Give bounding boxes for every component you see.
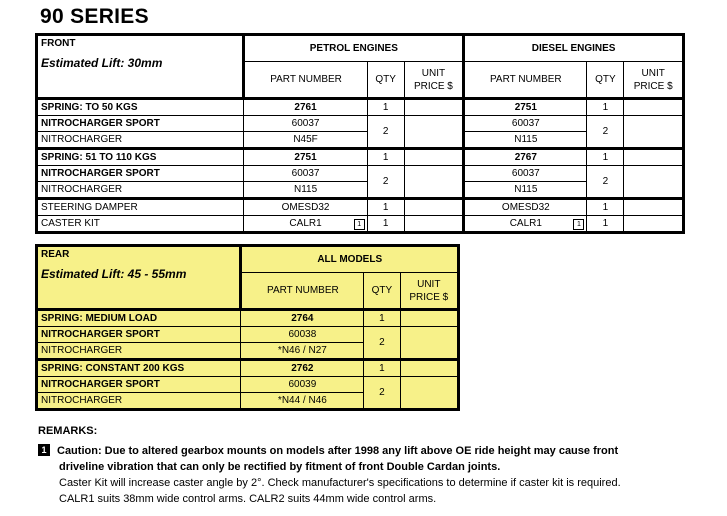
rear-qty: 2 (364, 327, 400, 360)
rear-qty: 1 (364, 310, 400, 327)
diesel-part-number-cell (464, 216, 587, 233)
petrol-part-number-header: PART NUMBER (244, 62, 367, 99)
petrol-unit-price (404, 216, 464, 233)
petrol-part-number: 60037 (244, 166, 367, 182)
petrol-qty: 1 (367, 199, 404, 216)
note-ref-badge: 1 (354, 219, 365, 230)
diesel-qty: 1 (587, 149, 624, 166)
all-models-header: ALL MODELS (241, 246, 459, 273)
caution-text-2: driveline vibration that can only be rectified by fitment of front Double Cardan joints. (59, 461, 501, 473)
petrol-engines-header: PETROL ENGINES (244, 35, 464, 62)
row-label: NITROCHARGER (37, 182, 244, 199)
petrol-part-number: OMESD32 (244, 199, 367, 216)
note-number-badge: 1 (38, 444, 50, 456)
table-row (37, 310, 459, 327)
petrol-qty: 1 (367, 149, 404, 166)
petrol-part-number: N45F (244, 132, 367, 149)
row-label: STEERING DAMPER (37, 199, 244, 216)
rear-unit-price (400, 360, 458, 377)
petrol-part-number-cell (244, 216, 367, 233)
table-row (37, 360, 459, 377)
rear-unit-price (400, 310, 458, 327)
petrol-qty: 2 (367, 166, 404, 199)
rear-part-number: 2762 (241, 360, 364, 377)
rear-qty: 1 (364, 360, 400, 377)
rear-part-number: 60039 (241, 377, 364, 393)
table-row (37, 216, 684, 233)
diesel-qty: 1 (587, 199, 624, 216)
table-row (37, 182, 684, 199)
petrol-qty: 2 (367, 116, 404, 149)
diesel-unit-price (624, 149, 684, 166)
petrol-part-number: 60037 (244, 116, 367, 132)
rear-part-number: 2764 (241, 310, 364, 327)
remarks-note (38, 443, 678, 507)
row-label: SPRING: TO 50 KGS (37, 99, 244, 116)
rear-part-number-header: PART NUMBER (241, 273, 364, 310)
row-label: NITROCHARGER SPORT (37, 377, 241, 393)
row-label: SPRING: MEDIUM LOAD (37, 310, 241, 327)
diesel-part-number-header: PART NUMBER (464, 62, 587, 99)
page-title: 90 SERIES (40, 5, 149, 28)
diesel-part-number: N115 (464, 132, 587, 149)
diesel-qty: 2 (587, 116, 624, 149)
petrol-part-number: 2761 (244, 99, 367, 116)
rear-heading-cell (37, 246, 241, 310)
row-label: NITROCHARGER SPORT (37, 166, 244, 182)
diesel-part-number: 60037 (464, 116, 587, 132)
rear-qty-header: QTY (364, 273, 400, 310)
petrol-unit-price (404, 199, 464, 216)
front-lift: Estimated Lift: 30mm (41, 56, 163, 70)
petrol-unit-price-header: UNIT PRICE $ (404, 62, 464, 99)
petrol-part-number: 2751 (244, 149, 367, 166)
petrol-unit-price (404, 149, 464, 166)
rear-lift: Estimated Lift: 45 - 55mm (41, 267, 187, 281)
petrol-part-number: N115 (244, 182, 367, 199)
row-label: SPRING: 51 TO 110 KGS (37, 149, 244, 166)
rear-part-number: *N46 / N27 (241, 343, 364, 360)
rear-heading: REAR (41, 249, 70, 260)
caster-note: Caster Kit will increase caster angle by 2°. Check manufacturer's specifications to determine if caster kit is required. (59, 477, 621, 489)
diesel-engines-header: DIESEL ENGINES (464, 35, 684, 62)
caution-text: Caution: Due to altered gearbox mounts on models after 1998 any lift above OE ride height may cause front (57, 445, 619, 457)
table-row (37, 327, 459, 343)
front-heading-cell (37, 35, 244, 99)
rear-parts-table (35, 244, 460, 411)
caution-line (38, 443, 678, 459)
rear-part-number: 60038 (241, 327, 364, 343)
diesel-qty: 2 (587, 166, 624, 199)
diesel-part-number: 2767 (464, 149, 587, 166)
petrol-unit-price (404, 166, 464, 199)
row-label: NITROCHARGER (37, 393, 241, 410)
note-ref-badge: 1 (573, 219, 584, 230)
table-row (37, 99, 684, 116)
diesel-part-number: CALR1 (509, 218, 542, 229)
table-row (37, 116, 684, 132)
diesel-unit-price (624, 116, 684, 149)
row-label: NITROCHARGER SPORT (37, 327, 241, 343)
diesel-qty: 1 (587, 99, 624, 116)
caution-continued (38, 459, 678, 475)
petrol-qty: 1 (367, 99, 404, 116)
diesel-part-number: N115 (464, 182, 587, 199)
petrol-part-number: CALR1 (289, 218, 322, 229)
front-heading: FRONT (41, 38, 76, 49)
table-row (37, 377, 459, 393)
diesel-part-number: 60037 (464, 166, 587, 182)
diesel-unit-price-header: UNIT PRICE $ (624, 62, 684, 99)
row-label: NITROCHARGER (37, 343, 241, 360)
rear-unit-price-header: UNIT PRICE $ (400, 273, 458, 310)
diesel-unit-price (624, 166, 684, 199)
diesel-part-number: 2751 (464, 99, 587, 116)
diesel-unit-price (624, 99, 684, 116)
diesel-unit-price (624, 199, 684, 216)
front-parts-table (35, 33, 685, 234)
calr-note: CALR1 suits 38mm wide control arms. CALR2 suits 44mm wide control arms. (59, 493, 437, 505)
petrol-qty: 1 (367, 216, 404, 233)
rear-qty: 2 (364, 377, 400, 410)
diesel-unit-price (624, 216, 684, 233)
row-label: CASTER KIT (37, 216, 244, 233)
row-label: SPRING: CONSTANT 200 KGS (37, 360, 241, 377)
rear-unit-price (400, 327, 458, 360)
petrol-qty-header: QTY (367, 62, 404, 99)
row-label: NITROCHARGER (37, 132, 244, 149)
rear-unit-price (400, 377, 458, 410)
table-row (37, 166, 684, 182)
diesel-qty-header: QTY (587, 62, 624, 99)
diesel-part-number: OMESD32 (464, 199, 587, 216)
table-row (37, 132, 684, 149)
petrol-unit-price (404, 99, 464, 116)
petrol-unit-price (404, 116, 464, 149)
diesel-qty: 1 (587, 216, 624, 233)
remarks-heading: REMARKS: (38, 425, 98, 437)
row-label: NITROCHARGER SPORT (37, 116, 244, 132)
table-row (37, 149, 684, 166)
table-row (37, 199, 684, 216)
rear-part-number: *N44 / N46 (241, 393, 364, 410)
